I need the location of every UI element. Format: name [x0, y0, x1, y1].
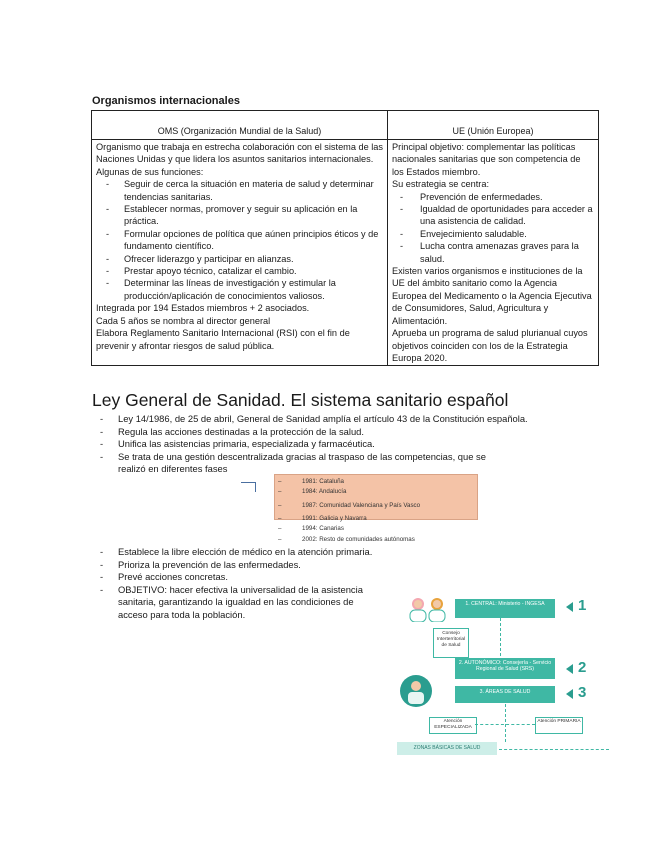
arrow-1-icon — [566, 602, 573, 612]
ley-list-bottom — [92, 546, 382, 622]
doctors-icon — [407, 596, 449, 622]
primaria-box: Atención PRIMARIA — [535, 717, 583, 734]
arrow-2-icon — [566, 664, 573, 674]
ue-header: UE (Unión Europea) — [388, 111, 599, 140]
arrow-3-icon — [566, 689, 573, 699]
oms-intro: Organismo que trabaja en estrecha colaboración con el sistema de las Naciones Unidas y que lidera los asuntos sanitarios internacionales. — [96, 142, 384, 165]
fases-list: – 1981: Cataluña – 1984: Andalucía – 1987: Comunidad Valenciana y País Vasco – 1991: Galicia y Navarra – 1994: Canarias – 2002: Resto de comunidades autónomas — [278, 478, 421, 543]
connector — [475, 724, 535, 725]
list-item — [92, 451, 552, 476]
list-item: - Ley 14/1986, de 25 de abril, General de Sanidad amplía el artículo 43 de la Constitución española. — [92, 413, 552, 426]
ue-intro: Principal objetivo: complementar las políticas nacionales sanitarias que son competencia de los Estados miembro. — [392, 142, 581, 177]
list-item: - Lucha contra amenazas graves para la salud. — [392, 240, 594, 265]
section-title-ley: Ley General de Sanidad. El sistema sanitario español — [92, 390, 509, 410]
oms-header: OMS (Organización Mundial de la Salud) — [92, 111, 388, 140]
sistema-sanitario-diagram — [395, 592, 615, 772]
list-item: - Envejecimiento saludable. — [392, 228, 594, 240]
list-item: - Establecer normas, promover y seguir su aplicación en la práctica. — [96, 203, 383, 228]
list-item: - Prestar apoyo técnico, catalizar el cambio. — [96, 265, 383, 277]
oms-cell — [92, 140, 388, 366]
list-item: - Igualdad de oportunidades para acceder a una asistencia de calidad. — [392, 203, 594, 228]
list-item: - Prevé acciones concretas. — [92, 571, 382, 584]
connector-arrow — [241, 482, 256, 492]
section-title-organismos: Organismos internacionales — [92, 95, 240, 107]
level-number-2: 2 — [578, 659, 587, 676]
ue-strategy-label: Su estrategia se centra: — [392, 179, 490, 190]
list-item: - Determinar las líneas de investigación y estimular la producción/aplicación de conocimientos valiosos. — [96, 277, 383, 302]
especializada-box: Atención ESPECIALIZADA — [429, 717, 477, 734]
zonas-box: ZONAS BÁSICAS DE SALUD — [397, 742, 497, 755]
ue-cell — [388, 140, 599, 366]
ue-extra-line: Aprueba un programa de salud plurianual cuyos objetivos coinciden con los de la Estrategia Europa 2020. — [392, 328, 588, 363]
organismos-table — [91, 110, 599, 366]
level-number-3: 3 — [578, 684, 587, 701]
list-item: - OBJETIVO: hacer efectiva la universalidad de la asistencia sanitaria, garantizando la igualdad en las condiciones de acceso para toda la población. — [92, 584, 382, 622]
list-item: - Prevención de enfermedades. — [392, 191, 594, 203]
oms-extra-line: Elabora Reglamento Sanitario Internacional (RSI) con el fin de prevenir y afrontar riesgos de salud pública. — [96, 328, 350, 351]
list-item: - Establece la libre elección de médico en la atención primaria. — [92, 546, 518, 559]
oms-extra-line: Cada 5 años se nombra al director general — [96, 315, 271, 326]
ue-extra-line: Existen varios organismos e instituciones de la UE del ámbito sanitario como la Agencia Europea del Medicamento o la Agencia Ejecutiva de Consumidores, Salud, Agricultura y Alimentación. — [392, 266, 592, 326]
central-box: 1. CENTRAL: Ministerio - INGESA — [455, 599, 555, 618]
autonomico-box: 2. AUTONÓMICO: Consejería - Servicio Regional de Salud (SRS) — [455, 658, 555, 679]
oms-extra-line: Integrada por 194 Estados miembros + 2 asociados. — [96, 303, 310, 314]
connector — [500, 618, 501, 656]
list-item: - Seguir de cerca la situación en materia de salud y determinar tendencias sanitarias. — [96, 178, 383, 203]
ley-list-top — [92, 413, 552, 476]
fases-text-line1: Se trata de una gestión descentralizada gracias al traspaso de las competencias, que se — [118, 450, 486, 462]
fases-text-line2: realizó en diferentes fases — [118, 463, 228, 475]
consejo-box: Consejo Interterritorial de Salud — [433, 628, 469, 658]
list-item: - Regula las acciones destinadas a la protección de la salud. — [92, 426, 552, 439]
areas-box: 3. ÁREAS DE SALUD — [455, 686, 555, 703]
list-item: - Ofrecer liderazgo y participar en alianzas. — [96, 253, 383, 265]
list-item: - Formular opciones de política que aúnen principios éticos y de fundamento científico. — [96, 228, 383, 253]
list-item: - Unifica las asistencias primaria, especializada y farmacéutica. — [92, 438, 552, 451]
connector — [499, 749, 609, 750]
list-item: - Prioriza la prevención de las enfermedades. — [92, 559, 382, 572]
oms-funcs-label: Algunas de sus funciones: — [96, 166, 204, 177]
patient-icon — [399, 674, 437, 708]
level-number-1: 1 — [578, 597, 587, 614]
connector — [505, 704, 506, 742]
